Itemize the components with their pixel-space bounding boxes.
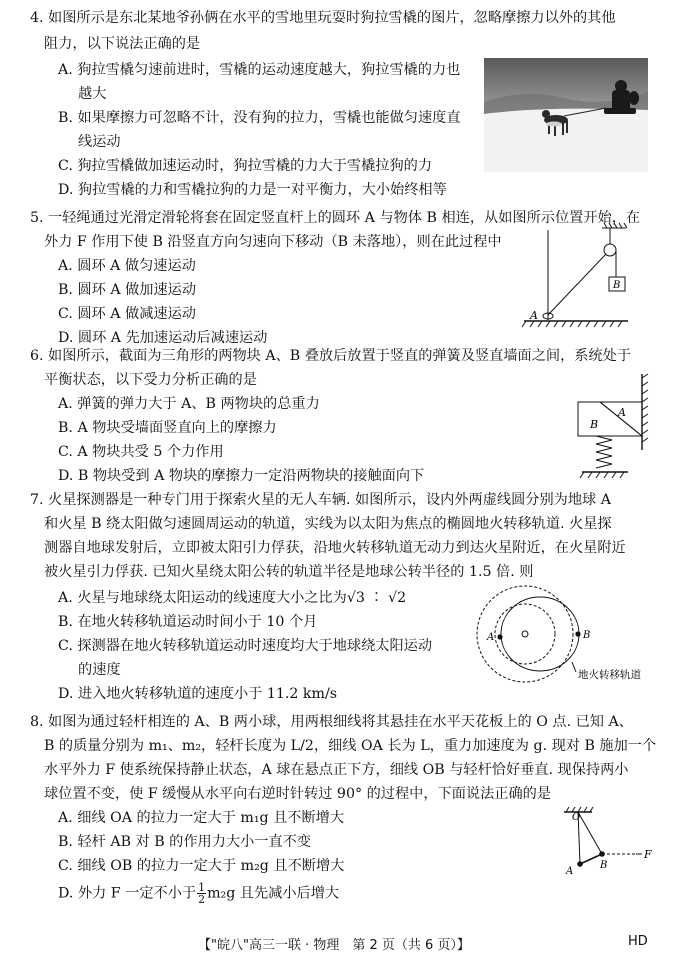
q7-option-d: D. 进入地火转移轨道的速度小于 11.2 km/s <box>58 686 338 702</box>
q8-fig-label-o: O <box>572 812 581 823</box>
q7-fig-transfer-orbit-label: 地火转移轨道 <box>578 669 641 681</box>
q8-stem-line3: 水平外力 F 使系统保持静止状态，A 球在悬点正下方，细线 OB 与轻杆恰好垂直. 现保持两小 <box>44 762 629 778</box>
q5-option-d: D. 圆环 A 先加速运动后减速运动 <box>58 330 268 346</box>
q7-stem-line4: 被火星引力俘获. 已知火星绕太阳公转的轨道半径是地球公转半径的 1.5 倍. 则 <box>44 564 534 580</box>
q5-option-b: B. 圆环 A 做加速运动 <box>58 282 197 298</box>
q6-option-c: C. A 物块共受 5 个力作用 <box>58 444 224 460</box>
q6-stem-line1: 6. 如图所示，截面为三角形的两物块 A、B 叠放后放置于竖直的弹簧及竖直墙面之间，系统处于 <box>30 348 632 364</box>
q6-block-spring-diagram <box>574 372 654 484</box>
q7-stem-line3: 测器自地球发射后，立即被太阳引力俘获，沿地火转移轨道无动力到达火星附近，在火星附近 <box>44 540 626 556</box>
q4-option-c: C. 狗拉雪橇做加速运动时，狗拉雪橇的力大于雪橇拉狗的力 <box>58 158 433 174</box>
q7-option-c-cont: 的速度 <box>78 662 121 678</box>
q5-stem-line2: 外力 F 作用下使 B 沿竖直方向匀速向下移动（B 未落地），则在此过程中 <box>44 234 502 250</box>
q7-fig-label-b: B <box>583 630 591 641</box>
q4-option-a-cont: 越大 <box>78 86 107 102</box>
q8-option-d-fraction <box>197 882 206 905</box>
footer-code: HD <box>628 934 648 949</box>
q7-option-b: B. 在地火转移轨道运动时间小于 10 个月 <box>58 614 318 630</box>
q6-option-a: A. 弹簧的弹力大于 A、B 两物块的总重力 <box>58 396 320 412</box>
q5-stem-line1: 5. 一轻绳通过光滑定滑轮将套在固定竖直杆上的圆环 A 与物体 B 相连，从如图所示位置开始，在 <box>30 210 641 226</box>
q4-option-a: A. 狗拉雪橇匀速前进时，雪橇的运动速度越大，狗拉雪橇的力也 <box>58 62 461 78</box>
q7-orbit-diagram <box>470 582 670 688</box>
q4-option-d: D. 狗拉雪橇的力和雪橇拉狗的力是一对平衡力，大小始终相等 <box>58 182 447 198</box>
q5-option-a: A. 圆环 A 做匀速运动 <box>58 258 196 274</box>
q8-option-c: C. 细线 OB 的拉力一定大于 m₂g 且不断增大 <box>58 858 345 874</box>
q4-option-b-cont: 线运动 <box>78 134 121 150</box>
q7-option-a: A. 火星与地球绕太阳运动的线速度大小之比为√3 ∶ √2 <box>58 590 407 606</box>
q8-fig-label-a: A <box>566 866 574 877</box>
q6-option-d: D. B 物块受到 A 物块的摩擦力一定沿两物块的接触面向下 <box>58 468 425 484</box>
q8-option-d-suffix: m₂g 且先减小后增大 <box>207 885 340 902</box>
q6-stem-line2: 平衡状态，以下受力分析正确的是 <box>44 372 257 388</box>
q8-stem-line2: B 的质量分别为 m₁、m₂，轻杆长度为 L/2，细线 OA 长为 L，重力加速度为 g. 现对 B 施加一个 <box>44 738 657 754</box>
q8-fig-label-b: B <box>600 860 608 871</box>
q7-stem-line1: 7. 火星探测器是一种专门用于探索火星的无人车辆. 如图所示，设内外两虚线圆分别为地球 A <box>30 492 611 508</box>
q7-option-c: C. 探测器在地火转移轨道运动时速度均大于地球绕太阳运动 <box>58 638 433 654</box>
q5-fig-label-a: A <box>530 309 538 322</box>
q8-option-d-numerator: 1 <box>198 881 206 894</box>
q8-option-d-denominator: 2 <box>198 893 206 906</box>
q5-pulley-diagram <box>518 222 630 332</box>
q6-option-b: B. A 物块受墙面竖直向上的摩擦力 <box>58 420 277 436</box>
q4-stem-line1: 4. 如图所示是东北某地爷孙俩在水平的雪地里玩耍时狗拉雪橇的图片，忽略摩擦力以外的其他 <box>30 10 616 26</box>
q6-fig-label-b: B <box>590 418 599 431</box>
q8-option-d-prefix: D. 外力 F 一定不小于 <box>58 885 197 902</box>
q6-fig-label-a: A <box>618 406 626 419</box>
q8-stem-line4: 球位置不变，使 F 缓慢从水平向右逆时针转过 90° 的过程中，下面说法正确的是 <box>44 786 552 802</box>
q8-option-d <box>58 882 339 905</box>
q8-stem-line1: 8. 如图为通过轻杆相连的 A、B 两小球，用两根细线将其悬挂在水平天花板上的 O 点. 已知 A、 <box>30 714 633 730</box>
q8-option-b: B. 轻杆 AB 对 B 的作用力大小一直不变 <box>58 834 312 850</box>
q4-option-b: B. 如果摩擦力可忽略不计，没有狗的拉力，雪橇也能做匀速度直 <box>58 110 461 126</box>
q4-stem-line2: 阻力，以下说法正确的是 <box>44 36 201 52</box>
q8-two-ball-diagram <box>556 806 662 880</box>
q8-fig-label-f: F <box>644 848 652 861</box>
q7-fig-label-a: A <box>487 632 495 643</box>
q5-option-c: C. 圆环 A 做减速运动 <box>58 306 196 322</box>
page-footer: 【"皖八"高三一联 · 物理 第 2 页（共 6 页）】 <box>198 938 470 953</box>
q8-option-a: A. 细线 OA 的拉力一定大于 m₁g 且不断增大 <box>58 810 345 826</box>
q4-dog-sled-photo <box>484 58 648 172</box>
q7-stem-line2: 和火星 B 绕太阳做匀速圆周运动的轨道，实线为以太阳为焦点的椭圆地火转移轨道. 火星探 <box>44 516 612 532</box>
q5-fig-label-b: B <box>613 280 621 291</box>
